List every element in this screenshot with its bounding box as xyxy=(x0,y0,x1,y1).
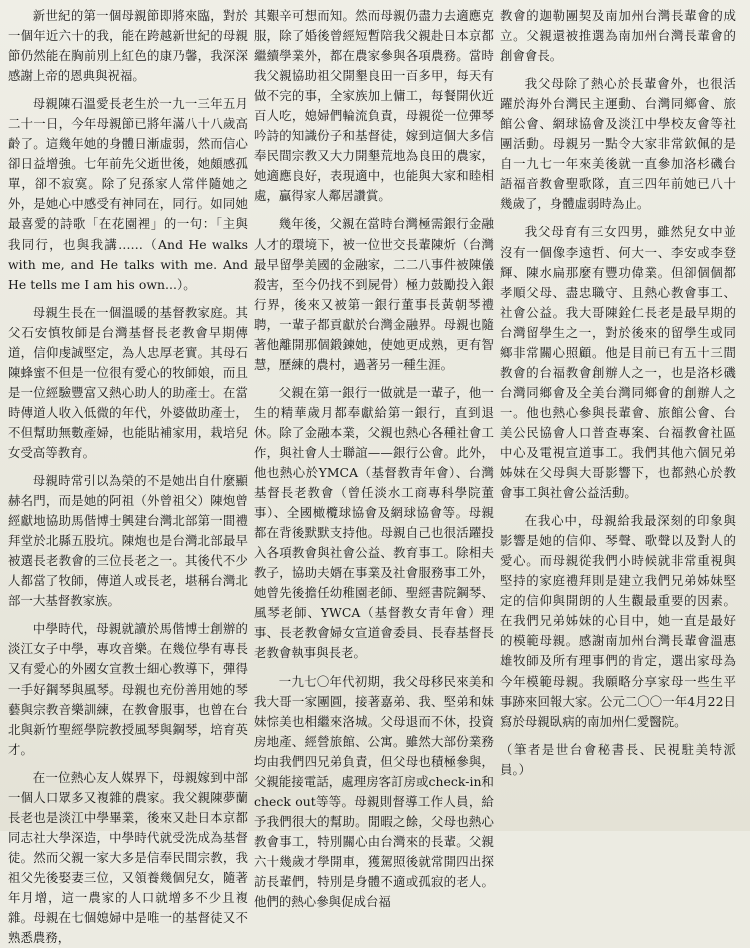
paragraph: 母親陳石溫愛長老生於一九一三年五月二十一日，今年母親節已將年滿八十八歲高齡了。這幾年她的身體日漸虛弱，然而信心卻日益增強。七年前先父逝世後，她頗感孤單，卻不寂寞。除了兒孫家人常伴隨她之外，是她心中感受有神同在，同行。如同她最喜愛的詩歌「在花園裡」的一句：「主與我同行，也與我講……（And He walks with me, and He talks with me. And He tells me I am his own...）。 xyxy=(8,96,248,292)
paragraph: 母親生長在一個溫暖的基督教家庭。其父石安慎牧師是台灣基督長老教會早期傳道，信仰虔誠堅定，為人忠厚老實。其母石陳蜂蜜不但是一位很有愛心的牧師娘，而且是一位經驗豐富又熱心助人的助產士。在當時傳道人收入低微的年代，外婆做助產士，不但幫助無數產婦，也能貼補家用，栽培兒女受高等教育。 xyxy=(8,304,248,460)
article-column-1 xyxy=(8,6,248,946)
paragraph: 我父母育有三女四男，雖然兒女中並沒有一個像李遠哲、何大一、李安或李登輝、陳水扁那麼有豐功偉業。但卻個個都孝順父母、盡忠職守、且熱心教會事工、社會公益。我大哥陳銓仁長老是最早期的台灣留學生之一，對於後來的留學生或同鄉非常關心照顧。他是目前已有五十三間教會的台福教會創辦人之一，也是洛杉磯台灣同鄉會及全美台灣同鄉會的創辦人之一。他也熱心參與長輩會、旅館公會、台美公民協會人口普查專案、台福教會社區中心及電視宣道事工。我們其他六個兄弟姊妹在父母與大哥影響下，也都熱心於教會事工與社會公益活動。 xyxy=(500,224,736,501)
article-column-2 xyxy=(254,6,494,910)
paragraph: 新世紀的第一個母親節即將來臨，對於一個年近六十的我，能在跨越新世紀的母親節仍然能在胸前別上紅色的康乃馨，我深深感謝上帝的恩典與祝福。 xyxy=(8,8,248,84)
article-column-3 xyxy=(500,6,736,826)
paragraph: 母親時常引以為榮的不是她出自什麼顯赫名門，而是她的阿祖（外曾祖父）陳炮曾經獻地協助馬偕博士興建台灣北部第一間禮拜堂於北縣五股坑。陳炮也是台灣北部最早被選長老教會的三位長老之一。其後代不少人都當了牧師，傳道人或長老，堪稱台灣北部一大基督教家族。 xyxy=(8,473,248,609)
paragraph: 父親在第一銀行一做就是一輩子，他一生的精華歲月都奉獻給第一銀行，直到退休。除了金融本業，父親也熱心各種社會工作，與社會人士聯誼——銀行公會。此外，他也熱心於YMCA（基督教青年會）、台灣基督長老教會（曾任淡水工商專科學院董事）、全國橄欖球協會及網球協會等。母親都在背後默默支持他。母親自己也很活躍投入各項教會與社會公益、教育事工。除相夫教子，協助夫婿在事業及社會服務事工外，她曾先後擔任幼稚園老師、聖經書院鋼琴、風琴老師、YWCA（基督教女青年會）理事、長老教會婦女宣道會委員、長春基督長老教會執事與長老。 xyxy=(254,384,494,661)
paragraph: 其艱辛可想而知。然而母親仍盡力去適應克服，除了婚後曾經短暫陪我父親赴日本京都繼續學業外，都在農家參與各項農務。當時我父親協助祖父開墾良田一百多甲，每天有做不完的事，全家族加上傭工，每餐開伙近百人吃，媳婦們輪流負責，母親從一位彈琴吟詩的知識份子和基督徒，嫁到這個大多信奉民間宗教又大力開墾荒地為良田的農家，她適應良好，表現適中，也能與大家和睦相處，贏得家人鄰居讚賞。 xyxy=(254,8,494,204)
paragraph: 幾年後，父親在當時台灣極需銀行金融人才的環境下，被一位世交長輩陳炘（台灣最早留學美國的金融家，二二八事件被陳儀殺害，至今仍找不到屍骨）極力鼓勵投入銀行界，後來又被第一銀行董事長黃朝琴禮聘，一輩子都貢獻於台灣金融界。母親也隨著他離開那個鍛鍊她，使她更成熟，更有智慧，歷練的農村，過著另一種生涯。 xyxy=(254,216,494,372)
paragraph: 我父母除了熱心於長輩會外，也很活躍於海外台灣民主運動、台灣同鄉會、旅館公會、網球協會及淡江中學校友會等社團活動。母親另一點令大家非常欽佩的是自一九七一年來美後就一直參加洛杉磯台語福音教會聖歌隊，直三四年前她已八十幾歲了，身體虛弱時為止。 xyxy=(500,76,736,212)
paragraph: 在一位熱心友人媒界下，母親嫁到中部一個人口眾多又複雜的農家。我父親陳夢蘭長老也是淡江中學畢業，後來又赴日本京都同志社大學深造，中學時代就受洗成為基督徒。然而父親一家大多是信奉民間宗教，我祖父先後娶妻三位，又領養幾個兒女，隨著年月增，這一農家的人口就增多不少且複雜。母親在七個媳婦中是唯一的基督徒又不熟悉農務， xyxy=(8,769,248,946)
paragraph: 一九七〇年代初期，我父母移民來美和我大哥一家團圓，接著嘉弟、我、堅弟和妹妹悰美也相繼來洛城。父母退而不休，投資房地產、經營旅館、公寓。雖然大部份業務均由我們四兄弟負責，但父母也積極參與，父親能接電話，處理房客訂房或check-in和check out等等。母親則督導工作人員，給予我們很大的幫助。閒暇之餘，父母也熱心教會事工，特別關心由台灣來的長輩。父親六十幾歲才學開車，獲駕照後就常開四出探訪長輩們，特別是身體不適或孤寂的老人。他們的熱心參與促成台福 xyxy=(254,673,494,910)
paragraph: 中學時代，母親就讀於馬偕博士創辦的淡江女子中學，專攻音樂。在幾位學有專長又有愛心的外國女宣教士細心教導下，彈得一手好鋼琴與風琴。母親也充份善用她的琴藝與宗教音樂訓練，在教會服事，也曾在台北與新竹聖經學院教授風琴與鋼琴，培育英才。 xyxy=(8,621,248,757)
paragraph: 在我心中，母親給我最深刻的印象與影響是她的信仰、琴聲、歌聲以及對人的愛心。而母親從我們小時候就非常重視與堅持的家庭禮拜則是建立我們兄弟姊妹堅定的信仰與開朗的人生觀最重要的因素。在我們兄弟姊妹的心目中，她一直是最好的模範母親。感謝南加州台灣長輩會溫惠雄牧師及所有理事們的肯定，選出家母為今年模範母親。我願略分享家母一些生平事跡來回報大家。公元二〇〇一年4月22日寫於母親臥病的南加州仁愛醫院。 xyxy=(500,513,736,729)
paragraph: 教會的迦勒團契及南加州台灣長輩會的成立。父親還被推選為南加州台灣長輩會的創會會長。 xyxy=(500,8,736,64)
author-note: （筆者是世台會秘書長、民視駐美特派員。） xyxy=(500,741,736,777)
